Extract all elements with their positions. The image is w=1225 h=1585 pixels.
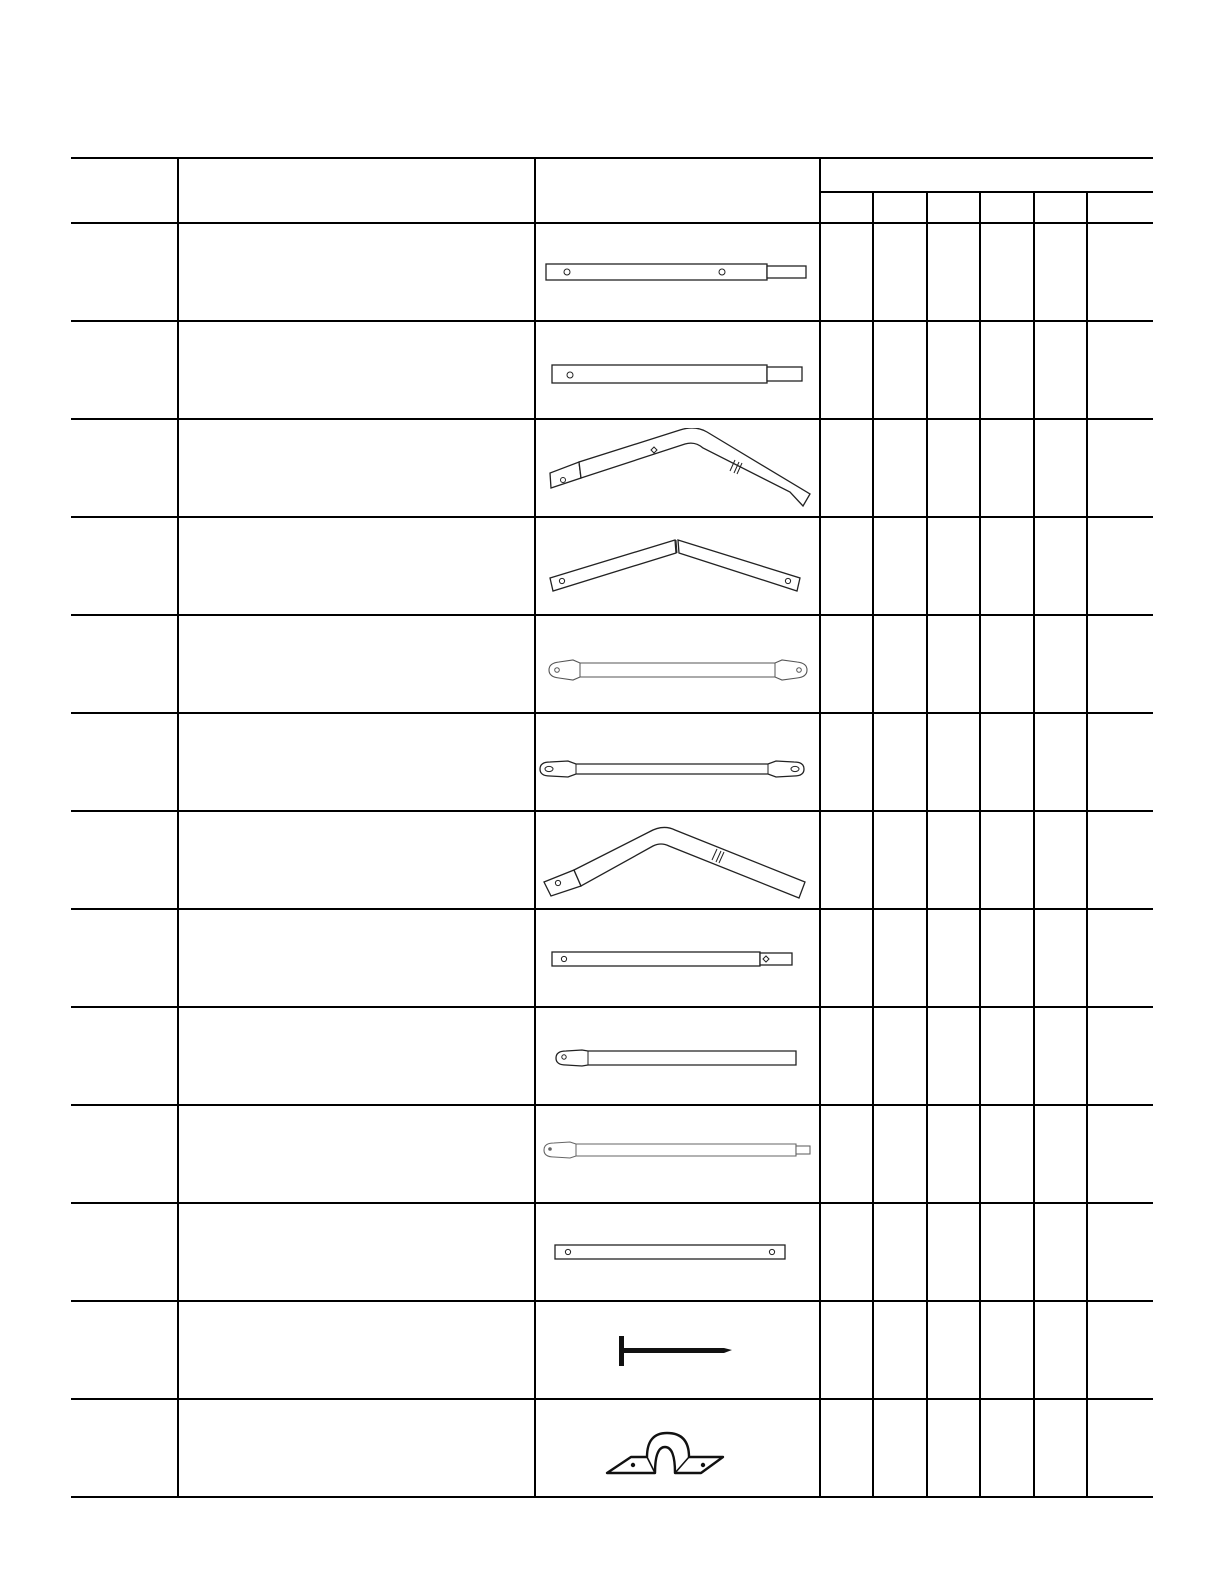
qty-column-rule (872, 191, 874, 1498)
pole-two-holes-end-insert-icon (545, 258, 809, 286)
tapered-pole-eyelets-icon (545, 654, 810, 686)
table-top-rule (71, 157, 1153, 159)
row-rule (71, 516, 1153, 518)
bent-pole-joint-icon (545, 428, 820, 508)
row-rule (71, 712, 1153, 714)
bent-pole-large-icon (541, 820, 819, 906)
pole-single-tapered-end-icon (550, 1045, 802, 1071)
column-rule (819, 157, 821, 1498)
qty-header-rule (820, 191, 1153, 193)
column-rule (534, 157, 536, 1498)
row-rule (71, 1398, 1153, 1400)
row-rule (71, 320, 1153, 322)
bent-pole-peak-icon (545, 536, 805, 598)
row-rule (71, 1202, 1153, 1204)
tapered-pole-eyelets-dark-icon (536, 756, 808, 782)
row-rule (71, 810, 1153, 812)
table-bottom-rule (71, 1496, 1153, 1498)
long-tapered-pole-insert-icon (538, 1137, 814, 1163)
pole-one-hole-end-insert-icon (550, 361, 806, 387)
row-rule (71, 1300, 1153, 1302)
header-bottom-rule (71, 222, 1153, 224)
flat-bar-two-holes-icon (553, 1241, 789, 1263)
row-rule (71, 418, 1153, 420)
qty-column-rule (1086, 191, 1088, 1498)
row-rule (71, 908, 1153, 910)
pipe-clamp-icon (603, 1425, 731, 1481)
qty-column-rule (979, 191, 981, 1498)
row-rule (71, 1104, 1153, 1106)
qty-column-rule (926, 191, 928, 1498)
row-rule (71, 614, 1153, 616)
pole-hole-diamond-icon (550, 948, 798, 970)
qty-column-rule (1033, 191, 1035, 1498)
row-rule (71, 1006, 1153, 1008)
ground-stake-icon (613, 1333, 737, 1369)
column-rule (177, 157, 179, 1498)
